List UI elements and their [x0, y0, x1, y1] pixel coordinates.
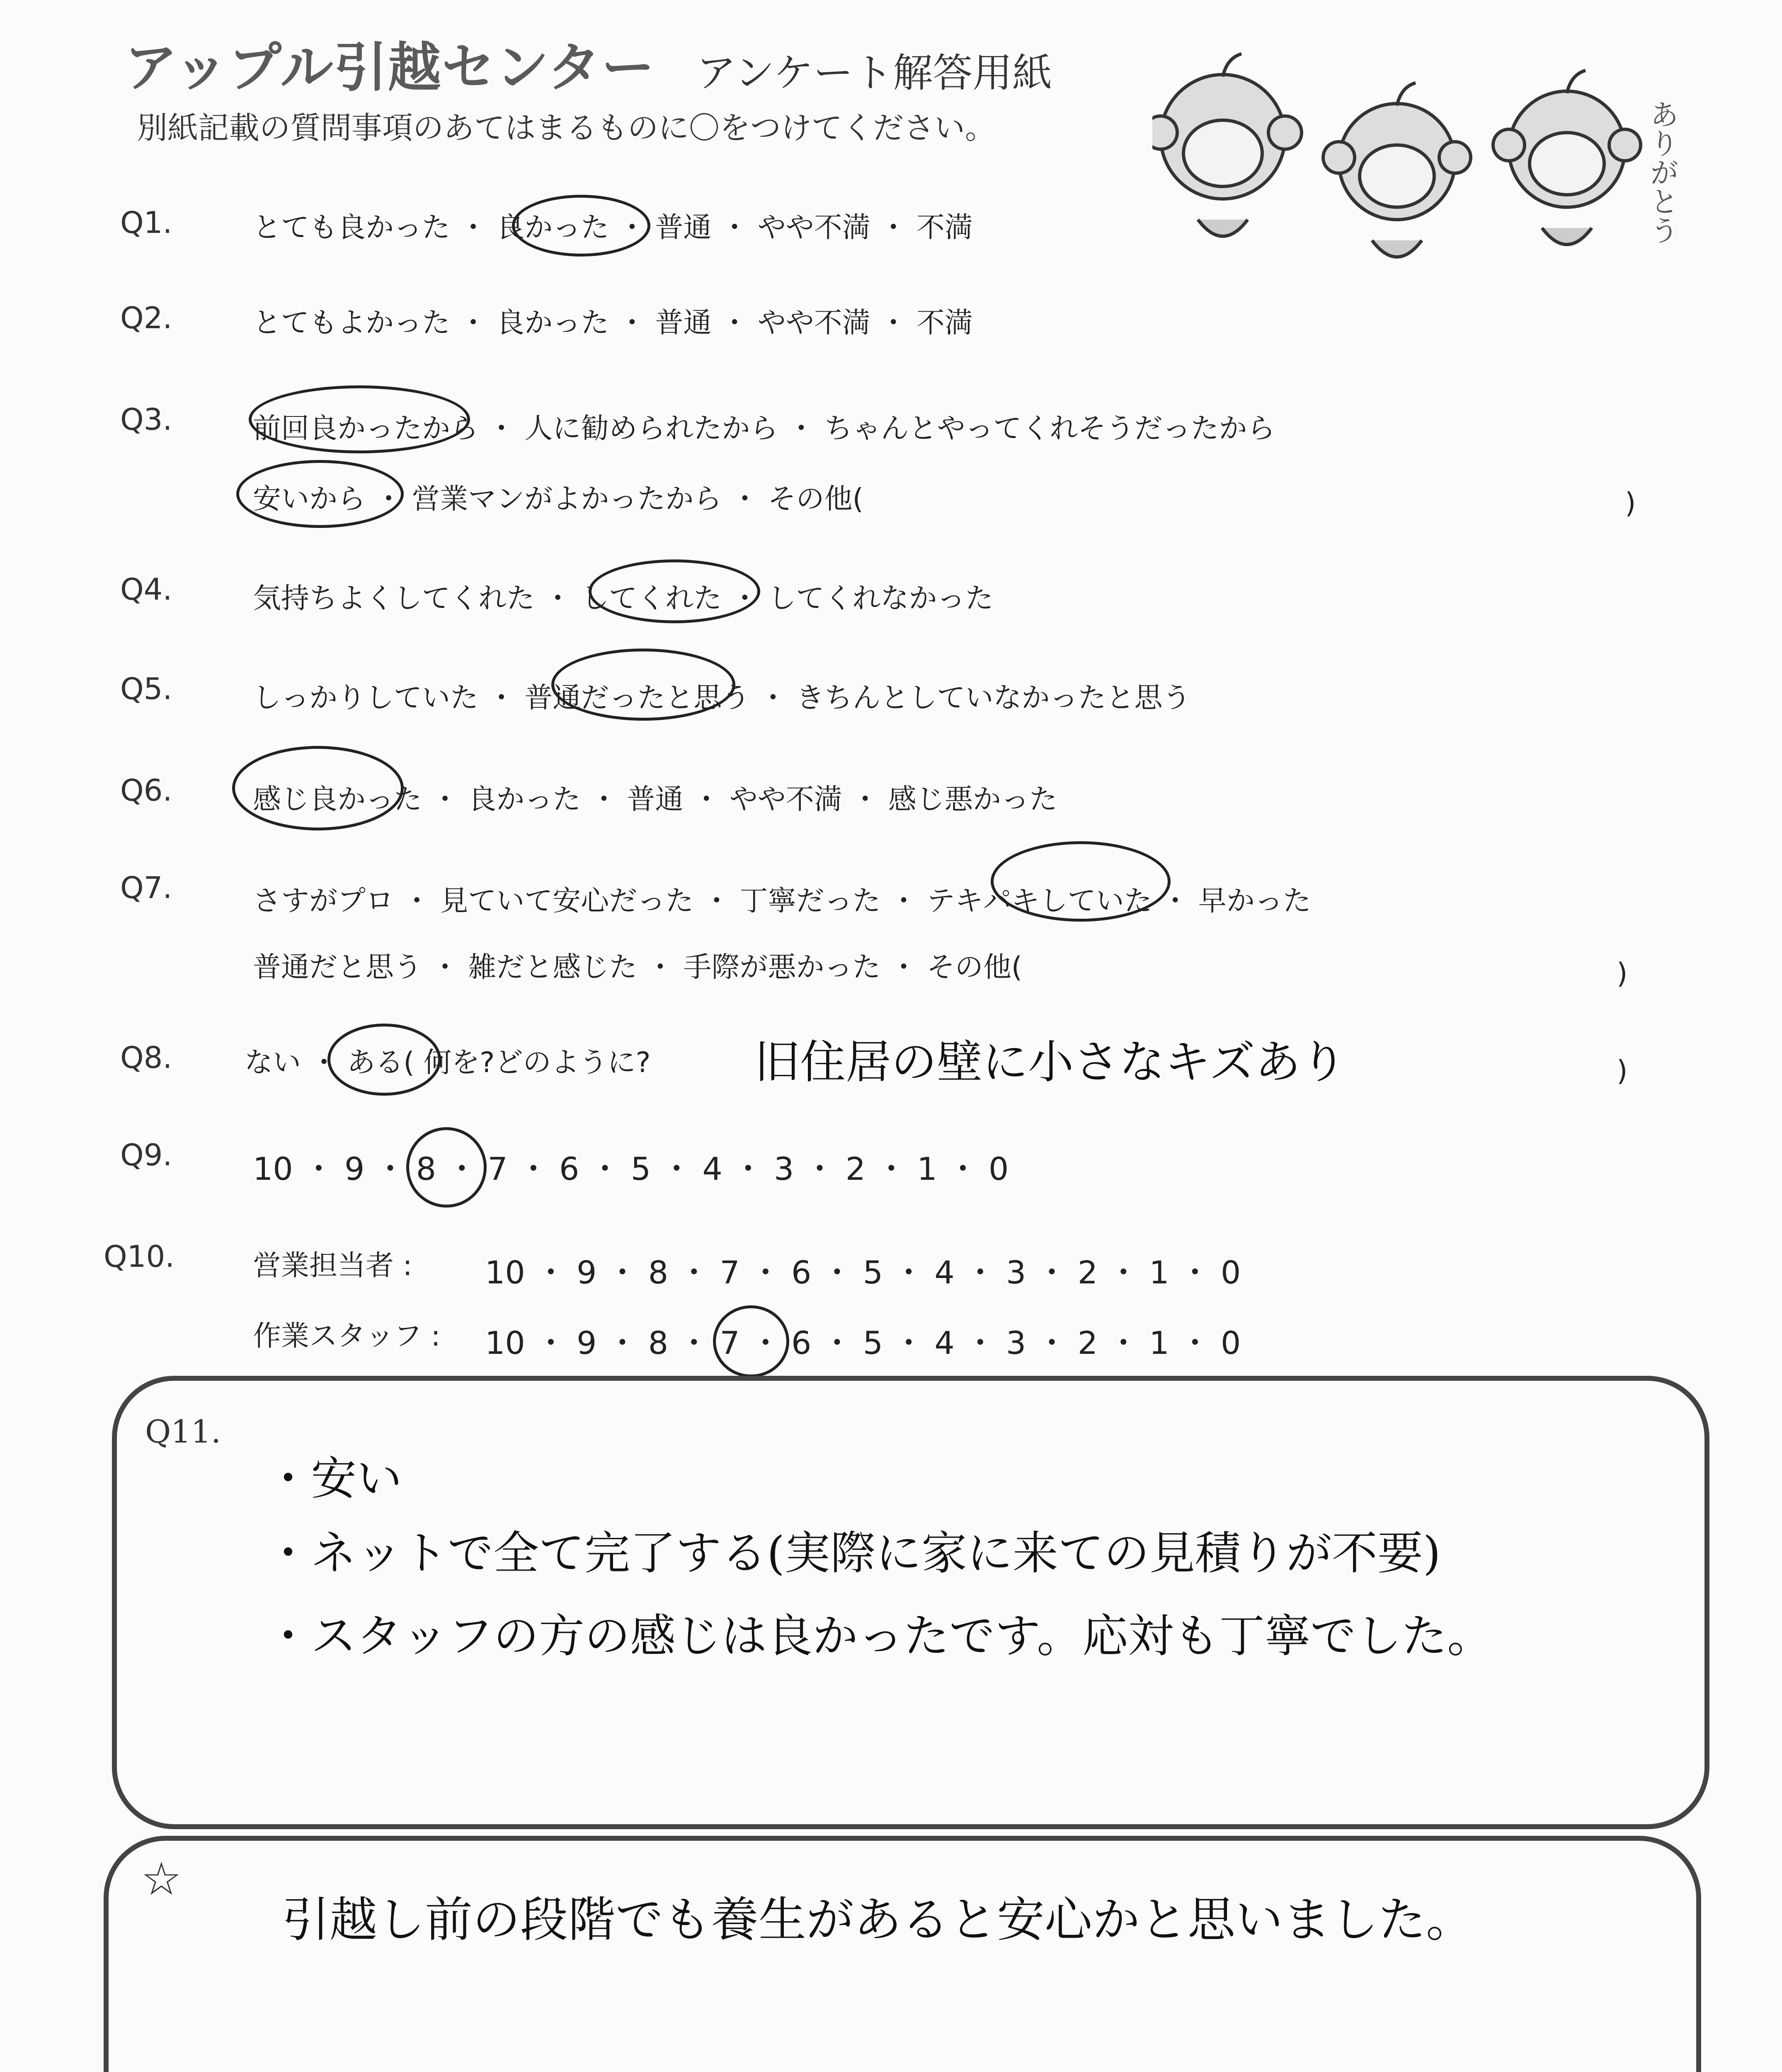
q9-label: Q9.	[120, 1138, 172, 1172]
star-label: ☆	[141, 1852, 182, 1905]
q8-options: ない ・ ある( 何を?どのように?	[245, 1046, 651, 1079]
q10-staff-scale: 10 ・ 9 ・ 8 ・ 7 ・ 6 ・ 5 ・ 4 ・ 3 ・ 2 ・ 1 ・ 0	[485, 1324, 1241, 1361]
q10-staff-label: 作業スタッフ :	[253, 1320, 441, 1353]
q9-answer-circle	[406, 1127, 487, 1208]
q10-sales-scale: 10 ・ 9 ・ 8 ・ 7 ・ 6 ・ 5 ・ 4 ・ 3 ・ 2 ・ 1 ・ 0	[485, 1254, 1241, 1291]
q9-scale: 10 ・ 9 ・ 8 ・ 7 ・ 6 ・ 5 ・ 4 ・ 3 ・ 2 ・ 1 ・ 0	[253, 1150, 1009, 1187]
q10-sales-label: 営業担当者 :	[253, 1249, 412, 1282]
mascot-illustration	[1152, 41, 1691, 274]
star-comment-text: 引越し前の段階でも養生があると安心かと思いました。	[282, 1892, 1474, 1948]
star-comment-box	[104, 1836, 1701, 2072]
q1-answer-circle	[512, 195, 650, 257]
instructions: 別紙記載の質問事項のあてはまるものに〇をつけてください。	[137, 110, 996, 146]
q4-label: Q4.	[120, 572, 172, 607]
q6-options: 感じ良かった ・ 良かった ・ 普通 ・ やや不満 ・ 感じ悪かった	[253, 783, 1057, 816]
q11-line-3: ・スタッフの方の感じは良かったです。応対も丁寧でした。	[265, 1610, 1493, 1663]
q11-line-1: ・安い	[265, 1452, 402, 1505]
q8-answer-circle	[327, 1024, 441, 1096]
mascot-caption: ありがとう	[1645, 99, 1679, 244]
q6-answer-circle	[232, 746, 404, 830]
q5-answer-circle	[551, 649, 735, 721]
q3-answer-circle-1	[249, 385, 470, 453]
q11-line-2: ・ネットで全て完了する(実際に家に来ての見積りが不要)	[265, 1527, 1441, 1580]
q2-options: とてもよかった ・ 良かった ・ 普通 ・ やや不満 ・ 不満	[253, 307, 973, 339]
q7-options-line1: さすがプロ ・ 見ていて安心だった ・ 丁寧だった ・ テキパキしていた ・ 早かった	[253, 885, 1311, 917]
q8-close-paren: )	[1617, 1055, 1628, 1087]
q6-label: Q6.	[120, 773, 172, 808]
q2-label: Q2.	[120, 300, 172, 335]
q7-answer-circle	[991, 841, 1171, 922]
q7-label: Q7.	[120, 870, 172, 905]
q5-options: しっかりしていた ・ 普通だったと思う ・ きちんとしていなかったと思う	[253, 682, 1191, 714]
q3-label: Q3.	[120, 402, 172, 437]
q5-label: Q5.	[120, 671, 172, 706]
q10-staff-answer-circle	[713, 1305, 789, 1377]
q7-options-line2: 普通だと思う ・ 雑だと感じた ・ 手際が悪かった ・ その他(	[253, 951, 1023, 984]
q3-close-paren: )	[1625, 487, 1636, 520]
q8-label: Q8.	[120, 1040, 172, 1075]
q7-close-paren: )	[1617, 957, 1628, 990]
q3-answer-circle-2	[236, 460, 404, 528]
q3-options-line2: 安いから ・ 営業マンがよかったから ・ その他(	[253, 483, 863, 516]
q1-options: とても良かった ・ 良かった ・ 普通 ・ やや不満 ・ 不満	[253, 211, 973, 244]
q8-handwritten-answer: 旧住居の壁に小さなキズあり	[754, 1036, 1346, 1089]
q3-options-line1: 前回良かったから ・ 人に勧められたから ・ ちゃんとやってくれそうだったから	[253, 412, 1275, 445]
q10-label: Q10.	[104, 1239, 175, 1274]
q11-label: Q11.	[145, 1413, 221, 1450]
company-title: アップル引越センター	[124, 37, 655, 99]
q4-options: 気持ちよくしてくれた ・ してくれた ・ してくれなかった	[253, 582, 994, 615]
q4-answer-circle	[589, 559, 760, 623]
form-title: アンケート解答用紙	[696, 50, 1052, 96]
q1-label: Q1.	[120, 205, 172, 240]
